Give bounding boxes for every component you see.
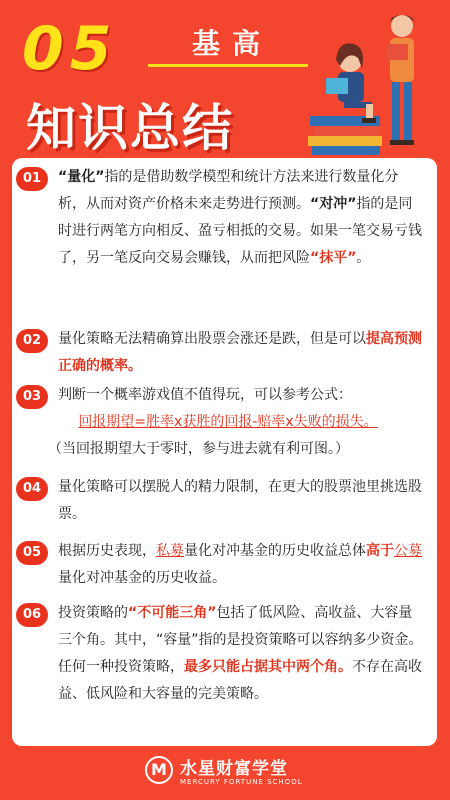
item-text (58, 538, 424, 592)
brand-name: 水星财富学堂 (180, 759, 288, 779)
section-subtitle: 基高 (192, 27, 273, 60)
item-text (58, 164, 424, 272)
formula-note: （当回报期望大于零时，参与进去就有利可图。） (48, 441, 349, 457)
text-segment: 指的是借助数学模型和统计方法来进行数量化分析，从而对资产价格未来走势进行预测。 (58, 169, 399, 212)
text-segment: 判断一个概率游戏值不值得玩，可以参考公式： (58, 387, 352, 403)
brand-logo-icon: M (145, 756, 173, 784)
text-segment: 投资策略的 (58, 605, 128, 621)
text-segment: 不存在高收益、低风险和大容量的完美策略。 (58, 659, 422, 702)
item-text (58, 600, 424, 708)
text-segment: 私募 (156, 543, 184, 559)
text-segment: 量化对冲基金的历史收益总体 (184, 543, 366, 559)
item-badge: 04 (16, 477, 48, 501)
formula-text: 回报期望=胜率x获胜的回报-赔率x失败的损失。 (78, 414, 378, 430)
item-text (58, 382, 424, 409)
text-segment: “抹平” (310, 250, 357, 266)
text-segment: 根据历史表现， (58, 543, 156, 559)
text-segment: 量化策略无法精确算出股票会涨还是跌，但是可以 (58, 331, 366, 347)
text-segment: 公募 (394, 543, 422, 559)
section-number: 05 (22, 14, 118, 84)
item-text (58, 326, 424, 380)
item-badge: 02 (16, 329, 48, 353)
text-segment: “量化” (58, 169, 105, 185)
item-badge: 06 (16, 603, 48, 627)
text-segment: 提高预测正确的概率。 (58, 331, 422, 374)
item-badge: 01 (16, 167, 48, 191)
reading-students-illustration (300, 8, 440, 158)
summary-card (12, 158, 437, 746)
brand-english-name: MERCURY FORTUNE SCHOOL (180, 778, 303, 786)
item-badge: 05 (16, 541, 48, 565)
text-segment: 量化策略可以摆脱人的精力限制，在更大的股票池里挑选股票。 (58, 479, 422, 522)
text-segment: “不可能三角” (128, 605, 217, 621)
text-segment: 最多只能占据其中两个角。 (184, 659, 352, 675)
text-segment: 。 (356, 250, 371, 266)
divider-line (148, 64, 308, 67)
text-segment: 包括了低风险、高收益、大容量三个角。其中，“容量”指的是投资策略可以容纳多少资金。任何一种投资策略， (58, 605, 423, 675)
item-text (58, 474, 424, 528)
text-segment: “对冲” (310, 196, 357, 212)
brand-footer (0, 752, 450, 796)
item-badge: 03 (16, 385, 48, 409)
text-segment: 指的是同时进行两笔方向相反、盈亏相抵的交易。如果一笔交易亏钱了，另一笔反向交易会赚钱，从而把风险 (58, 196, 422, 266)
text-segment: 量化对冲基金的历史收益。 (58, 570, 226, 586)
page-title: 知识总结 (26, 99, 234, 157)
text-segment: 高于 (366, 543, 394, 559)
